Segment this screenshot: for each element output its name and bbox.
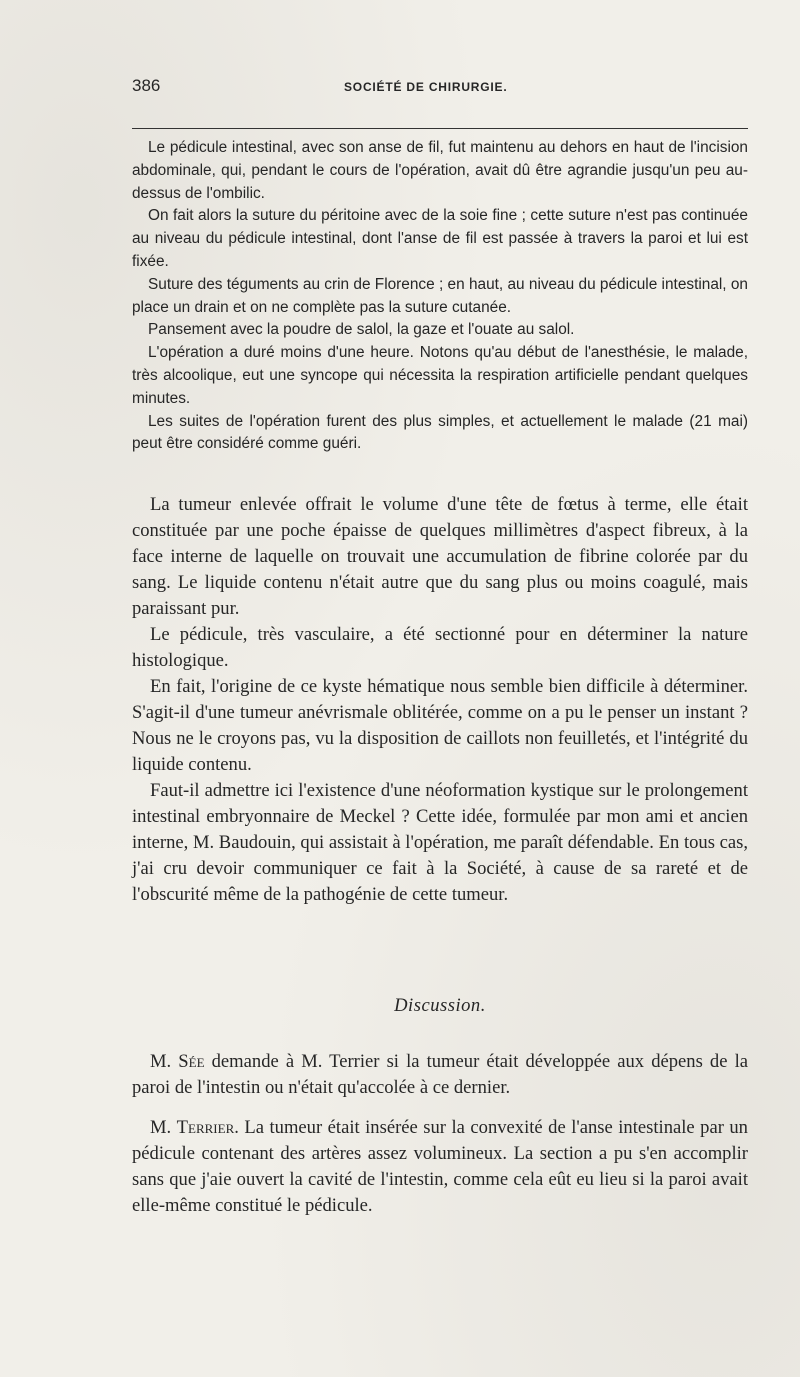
case-paragraph: Les suites de l'opération furent des plus simples, et actuellement le malade (21 mai) peut être considéré comme guéri. xyxy=(132,412,748,453)
commentary-paragraph: En fait, l'origine de ce kyste hématique nous semble bien difficile à déterminer. S'agit-il d'une tumeur anévrismale oblitérée, comme on a pu le penser un instant ? Nous ne le croyons pas, vu la disposition de caillots non feuilletés, et l'intégrité du liquide contenu. xyxy=(132,676,748,775)
header-rule xyxy=(132,128,748,129)
commentary-block xyxy=(132,492,748,908)
discussion-paragraph xyxy=(132,1115,748,1219)
discussion-text: La tumeur était insérée sur la convexité de l'anse intestinale par un pédicule contenant des artères assez volumineux. La section a pu s'en accomplir sans que j'aie ouvert la cavité de l'intestin, comme cela eût eu lieu si la paroi avait elle-même constitué le pédicule. xyxy=(132,1117,748,1216)
case-paragraph: Suture des téguments au crin de Florence ; en haut, au niveau du pédicule intestinal, on place un drain et on ne complète pas la suture cutanée. xyxy=(132,275,748,316)
discussion-paragraph xyxy=(132,1049,748,1101)
page-number: 386 xyxy=(132,76,161,95)
discussion-heading: Discussion. xyxy=(394,995,486,1016)
running-title: SOCIÉTÉ DE CHIRURGIE. xyxy=(344,80,508,94)
speaker-name: Terrier. xyxy=(176,1117,239,1138)
page-header xyxy=(132,76,748,100)
case-paragraph: On fait alors la suture du péritoine avec de la soie fine ; cette suture n'est pas continuée au niveau du pédicule intestinal, dont l'anse de fil est passée à travers la paroi et lui est fixée. xyxy=(132,207,748,270)
speaker-prefix: M. xyxy=(150,1051,179,1072)
commentary-paragraph: La tumeur enlevée offrait le volume d'une tête de fœtus à terme, elle était constituée par une poche épaisse de quelques millimètres d'aspect fibreux, à la face interne de laquelle on trouvait une accumulation de fibrine colorée par du sang. Le liquide contenu n'était autre que du sang plus ou moins coagulé, mais paraissant pur. xyxy=(132,494,748,619)
case-paragraph: L'opération a duré moins d'une heure. Notons qu'au début de l'anesthésie, le malade, très alcoolique, eut une syncope qui nécessita la respiration artificielle pendant quelques minutes. xyxy=(132,344,748,407)
discussion-section xyxy=(132,993,748,1233)
discussion-text: demande à M. Terrier si la tumeur était développée aux dépens de la paroi de l'intestin ou n'était qu'accolée à ce dernier. xyxy=(132,1051,748,1098)
speaker-name: Sée xyxy=(178,1051,205,1072)
case-paragraph: Le pédicule intestinal, avec son anse de fil, fut maintenu au dehors en haut de l'incision abdominale, qui, pendant le cours de l'opération, avait dû être agrandie jusqu'un peu au-dessus de l'ombilic. xyxy=(132,139,748,202)
case-report-block xyxy=(132,137,748,456)
commentary-paragraph: Le pédicule, très vasculaire, a été sectionné pour en déterminer la nature histologique. xyxy=(132,624,748,671)
commentary-paragraph: Faut-il admettre ici l'existence d'une néoformation kystique sur le prolongement intestinal embryonnaire de Meckel ? Cette idée, formulée par mon ami et ancien interne, M. Baudouin, qui assistait à l'opération, me paraît défendable. En tous cas, j'ai cru devoir communiquer ce fait à la Société, à cause de sa rareté et de l'obscurité même de la pathogénie de cette tumeur. xyxy=(132,780,748,905)
speaker-prefix: M. xyxy=(150,1117,177,1138)
case-paragraph: Pansement avec la poudre de salol, la gaze et l'ouate au salol. xyxy=(148,321,575,339)
